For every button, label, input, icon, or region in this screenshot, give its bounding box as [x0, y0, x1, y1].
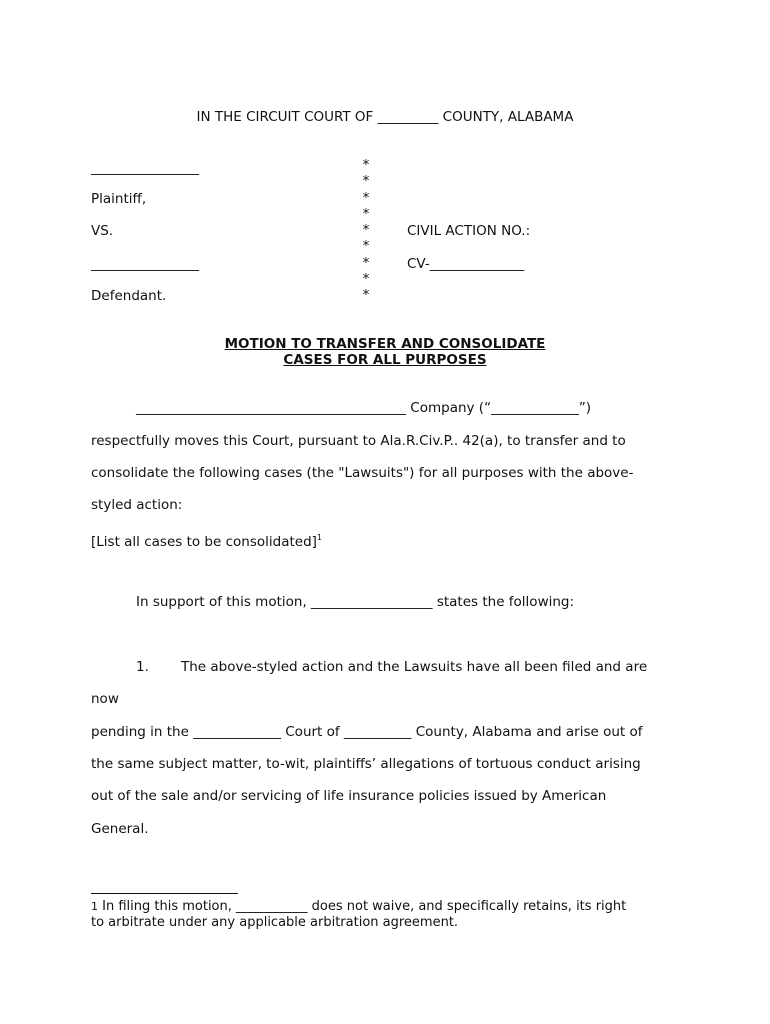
item-text: The above-styled action and the Lawsuits have all been filed and are	[181, 659, 648, 675]
intro-line: consolidate the following cases (the "Lawsuits") for all purposes with the above-	[91, 465, 634, 481]
item-text: now	[91, 691, 119, 707]
footnote-text: In filing this motion, ___________ does not waive, and specifically retains, its right	[98, 899, 627, 914]
intro-line: ________________________________________ Company (“_____________”)	[136, 400, 592, 416]
support-line: In support of this motion, __________________ states the following:	[136, 594, 575, 610]
caption-star: *	[362, 222, 370, 238]
caption-star: *	[362, 287, 370, 303]
defendant-label: Defendant.	[91, 288, 167, 304]
caption-star: *	[362, 238, 370, 254]
caption-star: *	[362, 271, 370, 287]
footnote-line	[91, 899, 691, 915]
caption-star: *	[362, 190, 370, 206]
intro-line: styled action:	[91, 497, 183, 513]
footnote-number: 1	[91, 900, 98, 913]
case-number: CV-______________	[407, 256, 525, 272]
item-number: 1.	[136, 659, 149, 675]
caption-star: *	[362, 206, 370, 222]
cases-list-placeholder	[91, 530, 322, 550]
item-text: General.	[91, 821, 149, 837]
versus-label: VS.	[91, 223, 114, 239]
defendant-blank: ________________	[91, 256, 199, 272]
motion-title-line2: CASES FOR ALL PURPOSES	[283, 352, 487, 368]
item-text: out of the sale and/or servicing of life insurance policies issued by American	[91, 788, 607, 804]
item-text: the same subject matter, to-wit, plaintiffs’ allegations of tortuous conduct arising	[91, 756, 641, 772]
caption-star: *	[362, 173, 370, 189]
plaintiff-label: Plaintiff,	[91, 191, 147, 207]
plaintiff-blank: ________________	[91, 160, 199, 176]
footnote-line: to arbitrate under any applicable arbitration agreement.	[91, 915, 459, 930]
court-heading: IN THE CIRCUIT COURT OF _________ COUNTY, ALABAMA	[196, 109, 574, 125]
caption-star: *	[362, 157, 370, 173]
civil-action-label: CIVIL ACTION NO.:	[407, 223, 531, 239]
cases-list-text: [List all cases to be consolidated]	[91, 534, 317, 550]
footnote-reference[interactable]: 1	[316, 533, 322, 542]
caption-star: *	[362, 255, 370, 271]
intro-line: respectfully moves this Court, pursuant to Ala.R.Civ.P.. 42(a), to transfer and to	[91, 433, 626, 449]
motion-title-line1: MOTION TO TRANSFER AND CONSOLIDATE	[224, 336, 546, 352]
item-text: pending in the _____________ Court of __________ County, Alabama and arise out of	[91, 724, 643, 740]
footnote-divider	[91, 893, 238, 894]
